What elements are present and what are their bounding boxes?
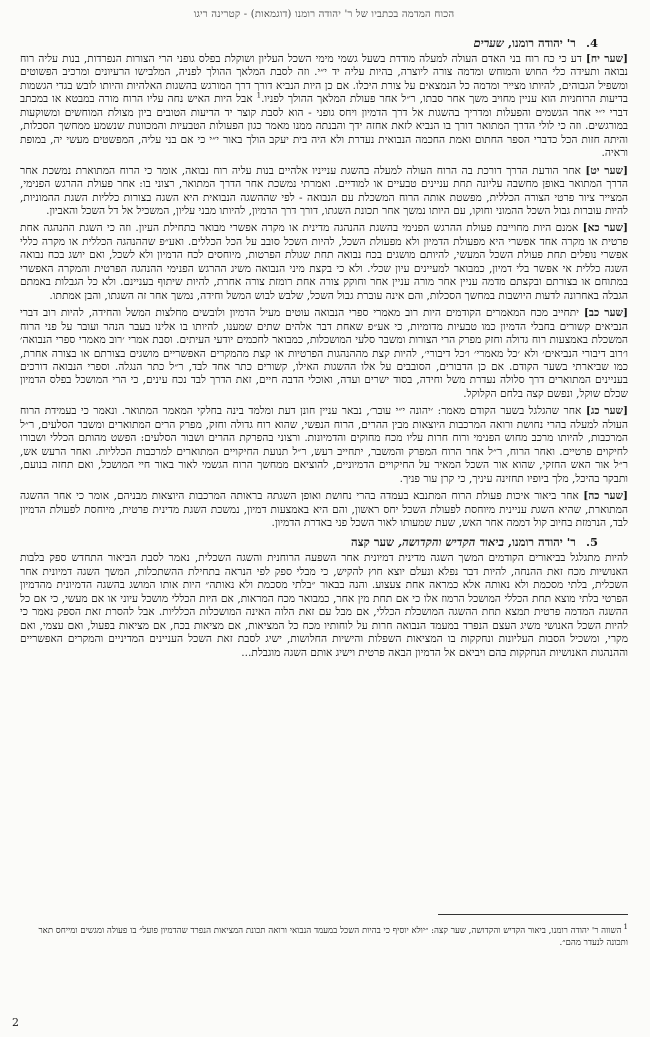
section-4-title: שערים	[473, 36, 504, 50]
footnote-number: 1	[623, 923, 628, 931]
paragraph-text: אמנם היות מחוייבת פעולת ההרגש הפנימי בהשגת ההנהגה מדינית או מקרה אפשרי מבואר בתחילת העיון. וזה כי השגת ההנהגה אחת פרטית או מקרה אחד אפשרי היא מפעולת הדמיון ולא מפעולת השכל, להיות השכל סובב על הכל הכללים. ואע״פ שההנהגה הכללית או מקרה כללי אפשרי נופלים תחת פעולת השכל המעשי, להיותם מושגים בכח נבואה תחת שגולת הפרטות, מיוחסים לכח הדמיון ולא לשכל, ואם יושג בכח נבואה השגה כללית אי אפשר בלי דמיון, כמבואר למעיינים עיון שכלי. ולא כי בקצת מיני הנבואה משיג ההרגש הפנימי ההנהגה הפרטית והמקרה האפשרי במתוחם או בצורתם ובקצתם מדמה עניין אחר מורה עניין אחר וחוקק צורה אחת רומזת צורה אחרת, להיות שיתוף בעניינם. ולא כל הגבלות באמתם הגבלה באחרונה לדעות היושבות במחשך הסכלות, והם אינה עוברת גבול השכל, שלבש לבוש המשל וחידה, נמשך אחר זה השגתו, והבן אמתתו.	[20, 222, 628, 302]
paragraph-gate-23	[20, 405, 628, 486]
section-5-title: ביאור הקדיש והקדושה,	[398, 535, 504, 550]
running-head: הכוח המדמה בכתביו של ר' יהודה רומנו (דוגמאות) - קטרינה ריגו	[193, 9, 455, 20]
section-4-heading	[20, 36, 598, 51]
section-5-heading	[20, 535, 598, 550]
section-4-number: 4.	[585, 36, 598, 50]
paragraph-gate-21	[20, 222, 628, 303]
paragraph-text: יתחייב מכח המאמרים הקודמים היות רוב מאמרי ספרי הנבואה עוטים מעיל הדמיון ולובשים מחלצות המשל והחידה, להיות רוב דברי הנביאים קשורים בחבלי הדמיון כמו טבעיות מדומיות, כי אע״פ שאחת דבר אלהים שתים שמענו, להיותו בו אלינו בעבר הנהר ועובר על פני הרוח המשכלת באמצעות רוח גדולה וחזק מפרק הרי הצורות ומשבר סלעי המושכלות, כמבואר לחכמים יודעי העיתים. וסבת אמרי ׳רוב מאמרי ספרי הנבואה׳ ו׳רוב דיבורי הנביאים׳ ולא ׳כל מאמרי׳ ו׳כל דיבורי׳, להיות קצת מההנהגות הפרטיות או קצת מהמקרים האפשריים מושגים בצורתם או בצורה אחרת, כמו שביארתי בשער הקודם. אם כן הדבורים, הסובבים על אלו ההשגות האילו, קשורים כתר אחד לבד, ר״ל כתר הנגלה. וספרי הנבואה דורכים בעניינים המתוארים דרך סלולה נעדרת משל וחידה, בסוד ישרים ועדה, ואוכלי הדבה חיים, זאת הדרך לבד נכח עינים, כי הרי המושכל בפלס הדמיון שכלם שוקל, ונפשם קצה בלחם הקלוקל.	[20, 307, 628, 400]
section-5-author: ר' יהודה רומנו,	[507, 535, 576, 550]
gate-label: [שער כג]	[585, 405, 629, 418]
page-number: 2	[12, 1016, 19, 1029]
section-5-number: 5.	[585, 535, 598, 550]
gate-label: [שער כא]	[582, 222, 628, 235]
paragraph-gate-19	[20, 165, 628, 219]
section-4-author: ר' יהודה רומנו,	[507, 36, 576, 50]
footnote-ref[interactable]: 1	[256, 91, 262, 100]
gate-label: [שער יט]	[585, 164, 628, 177]
footnote-divider	[438, 914, 628, 915]
paragraph-text: אחר הודעת הדרך דורכת בה הרוח העולה למעלה בהשגת ענייניו אלהיים בנות עליה רוח נבואה, אומר כי הרוח המתוארת נמשכת אחר הדרך המתואר באופן מחשבה עליונה תחת עניינים טבעיים או למודיים. ואמרתי נמשכת אחר הדרך המתואר, רצוני בו: אחר פעולת ההרגש הפנימי, המצייר ציור פרטי הצורה הכללית, מפשטת אותה הרוח המשכלת עם הנבואה - לפי שההשגה הנבואית היא השגה בצורות כלליות השגת ההמוניות, להיות עוברות גבול השכל ההמוני וחוקו, עם היותו נמשך אחר תכונת השגתו, דורך דרך הדמיון, להיותו מבני עליון, המשכיל אל דל השכל והאביון.	[20, 164, 628, 217]
paragraph-gate-25	[20, 490, 628, 530]
footnote	[20, 914, 628, 949]
gate-label: [שער כב]	[583, 307, 628, 320]
footnote-text: השווה ר' יהודה רומנו, ביאור הקדיש והקדושה, שער קצה: ״יולא יוסיף כי בהיות השכל במעמד הנבואי ורואה תכונת המציאות הנפרד שהדמיון פועל״ בו פעולה ומגשים ומייחס תאר ותכונה לנעדר מהם״.	[38, 925, 628, 948]
gate-label: [שער כה]	[583, 490, 628, 503]
paragraph-text: אחר ביאור איכות פעולת הרוח המתנבא בעמדה בהרי נחושת ואופן השגתה בראותה המרכבות היוצאות מבניהם, אומר כי אחר ההשגה המתוארת, שהיא השגת עניינית מיוחסת לפעולת השכל יחס ראשון, והם היא באמצעות דמיון, נמשכת השגת מדינית פרטית, מיוחסת לפעולת הדמיון לבד, הנרמזת בחיוב קול דממה אחר האש, שעת שמעותו לאור השכל פני באדרת הדמיון.	[20, 490, 628, 529]
paragraph-text-continued: אבל היות האיש נחה עליו הרוח מורה במבטא או במכתב דברי י״י אחר הגשמים והפעלות ומדריך בהשגות אל דרך הדמיון ויחס גופני - הוא לסבת קוצר יד הדיעות הטובים ביון מצולת המוחשים ומשוקעות במורגשים. וזה כי לולי הדרך המתואר דורך בו הנביא לזאת אחזה ידך והבנתה ממנו מאמר כגון הפעולות הטבעיות והמכוונות שנשמע ממחשך הסכלות, והיתה חזות הכל כדברי הספר החתום ואמת החכמה הנבואית נעדרת ולא היה בית יעקב הולך באור י״י כי אם בני עליה, המפשטים מעשי יה, במופת וראיה.	[20, 93, 628, 160]
section-5-subtitle: שער קצה	[351, 535, 395, 550]
paragraph-gate-22	[20, 307, 628, 401]
paragraph-gate-18	[20, 53, 628, 161]
paragraph-text: דע כי כח רוח בני האדם העולה למעלה מודדת בשעל גשמי מימי השכל העליון ושוקלת בפלס גופני הרי הצורות הנפרדות, בנות עליה רוח נבואה ותעידה כלי החוש והמוחש ומדמה צורה ליוצרה, בהיות עליה יד י״י. וזה לסבת המלאך ההולך לפניה, המלבישו הרעיונים ומרכיב הפשוטים ומשפיל הגבוהים, להיותו מצייר ומדמה כל הנמצאים על צורת היכלו. אם כן היות הנביא דורך דרך המורגש בהשגות האלהיות והיותו לובש בגדי הגשמות בדיעות הרוחניות הוא עניין מחויב משך אחר סבתו, ר״ל אחר פעולת המלאך ההולך לפניו.	[20, 53, 628, 106]
paragraph-gate-195: להיות מתגלגל בביאורים הקודמים המשך השגה מדינית דמיונית אחר השפעה הרוחנית והשגה השכלית, נאמר לסבת הביאור התחדש ספק בלבות האנושיות מכח זאת ההנחה, להיות דבר נפלא ונעלם יוצא חוץ להקיש, כי מבלי ספק לפי הנראה בתחילת ההשתכלות, המשך השגה דמיונית אחר השכלית, בלתי מסכמת ולא נאותה אלא כמראה אחת צעצוע. והנה בבאור ״בלתי מסכמת ולא נאותה״ היות אותו המושג בהשגה הדמיונית מהדמיון הפרטי בלתי מוצא תחת הכללי המושכל הרמוז אלו כי אם תחת מין אחר, כמבואר מכח המראות, אם היות הכללי מושכל עיוני או אם מעשי, כי אם כל ההשגה המדמה פרטית תמצא תחת ההשגה המושכלת הכללי, אם מבל עם זאת הלוה האינה המושכלות הכלליות. אבל להסרת זאת הספק נאמר כי להיות השכל האנושי משיג העצם הנפרד במעמד הנבואה חרות על לוחותיו מכח כל המציאות, אם מציאות בכח, אם מציאות בפעול, ואם עצמי, ואם מקרי, ומשכיל הסבות העליונות ונחקקות בו המציאות השפלות והישיות החלושות, ישיג לסבת זאת השכל העניינים המדיניים והמקרים האפשריים וההנהגות האנושיות הנחקקות בהם ויביאם אל הדמיון הבאה פרטית וישיג אותם השגה מוגבלת...	[20, 552, 629, 659]
paragraph-text: אחר שהגלגל בשער הקודם מאמר: ׳יהונה י״י עובר׳, נבאר עניין חונן דעת ומלמד בינה בחלקי המאמר המתואר. ונאמר כי בעמידת הרוח העולה למעלה בהרי נחושת ורואה המרכבות היוצאות מבין ההרים, הרוח הנפשי, שהוא רוח גדולה וחזק, מפרק הרים המתוארים ומשבר הסלעים, ר״ל המרכבות, להיותו מרכב מחוש הפנימי ורוח חרות עליו מכח מחוקים והדמיונות. ורצוני בהפרקת ההרים ושבור הסלעים: הפשט מהותם הכללי ושבורו לחיקוים פרטיים. ואחר הרוח, ר״ל אחר הרוח המפרק והמשבר, יתחייב רעש, ר״ל תנועת החיקויים המתוארים למרכבות הכלליות. ואחר הרעש אש, ר״ל אור האש החזקי, שהוא אור השכל המאיר על החיקויים הדמיוניים, להוציאם ממחשך הרוח הגשמי לאור באור חיי המושכל, ואם תחזה בנועם, ותבקר בהיכל, מלך ביופיו תחזינה עיניך, כי קרן עור פניך.	[20, 405, 628, 485]
gate-label: [שער יח]	[585, 53, 628, 65]
